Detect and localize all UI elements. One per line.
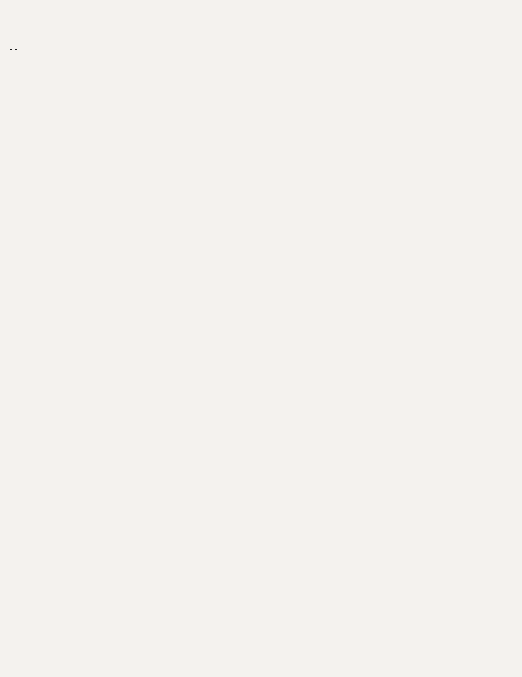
- q16-part2: [10, 42, 514, 64]
- fraction-2: [15, 49, 17, 50]
- fraction-1: [10, 49, 12, 50]
